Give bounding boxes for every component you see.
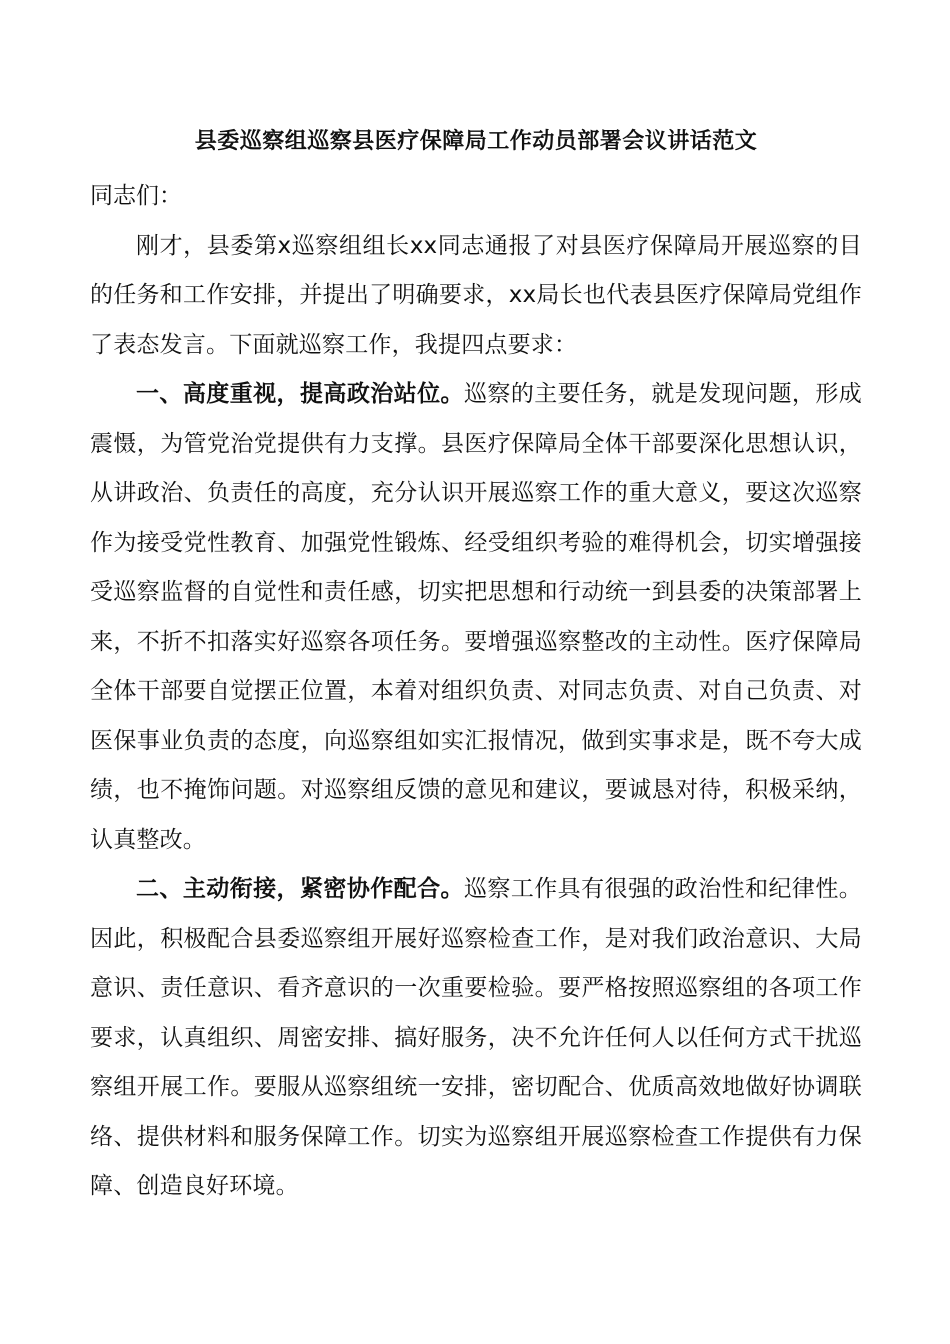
- document-page: [90, 120, 862, 1212]
- paragraph-intro: [90, 222, 862, 371]
- paragraph-text: 巡察工作具有很强的政治性和纪律性。因此，积极配合县委巡察组开展好巡察检查工作，是对我们政治意识、大局意识、责任意识、看齐意识的一次重要检验。要严格按照巡察组的各项工作要求，认真组织、周密安排、搞好服务，决不允许任何人以任何方式干扰巡察组开展工作。要服从巡察组统一安排，密切配合、优质高效地做好协调联络、提供材料和服务保障工作。切实为巡察组开展巡察检查工作提供有力保障、创造良好环境。: [90, 876, 862, 1199]
- paragraph-text: 巡察的主要任务，就是发现问题，形成震慑，为管党治党提供有力支撑。县医疗保障局全体干部要深化思想认识，从讲政治、负责任的高度，充分认识开展巡察工作的重大意义，要这次巡察作为接受党性教育、加强党性锻炼、经受组织考验的难得机会，切实增强接受巡察监督的自觉性和责任感，切实把思想和行动统一到县委的决策部署上来，不折不扣落实好巡察各项任务。要增强巡察整改的主动性。医疗保障局全体干部要自觉摆正位置，本着对组织负责、对同志负责、对自己负责、对医保事业负责的态度，向巡察组如实汇报情况，做到实事求是，既不夸大成绩，也不掩饰问题。对巡察组反馈的意见和建议，要诚恳对待，积极采纳，认真整改。: [90, 381, 862, 853]
- paragraph-point-two: [90, 865, 862, 1212]
- paragraph-lead: 二、主动衔接，紧密协作配合。: [136, 876, 464, 902]
- greeting: 同志们：: [90, 183, 182, 209]
- document-title: 县委巡察组巡察县医疗保障局工作动员部署会议讲话范文: [194, 129, 758, 154]
- paragraph-lead: 一、高度重视，提高政治站位。: [136, 381, 464, 407]
- paragraph-text: 刚才，县委第x巡察组组长xx同志通报了对县医疗保障局开展巡察的目的任务和工作安排，并提出了明确要求，xx局长也代表县医疗保障局党组作了表态发言。下面就巡察工作，我提四点要求：: [90, 232, 862, 358]
- paragraph-point-one: [90, 370, 862, 865]
